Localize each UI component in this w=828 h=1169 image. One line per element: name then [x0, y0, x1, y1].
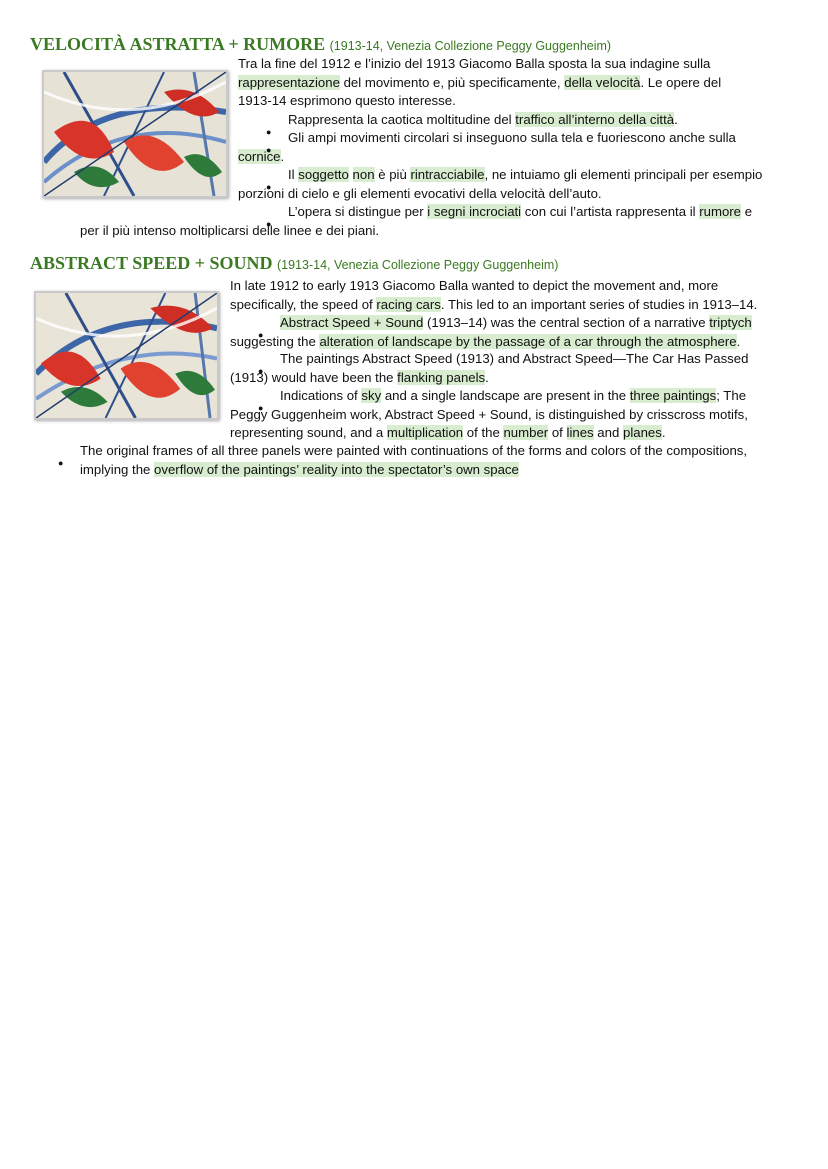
bullet-english-flanking: The paintings Abstract Speed (1913) and Abstract Speed—The Car Has Passed (1913) would have been the flanking panels. — [230, 351, 749, 385]
bullet-english-triptych: Abstract Speed + Sound (1913–14) was the central section of a narrative triptych suggesting the alteration of landscape by the passage of a car through the atmosphere. — [230, 315, 752, 349]
painting-image-1 — [42, 70, 228, 198]
bullet-english-frames: The original frames of all three panels were painted with continuations of the forms and colors of the compositions, implying the overflow of the paintings’ reality into the spectator’s own space — [80, 443, 748, 477]
bullet-italian-subject: Il soggetto non è più rintracciabile, ne intuiamo gli elementi principali per esempio porzioni di cielo e gli elementi evocativi della velocità dell’auto. — [238, 167, 763, 201]
paragraph-english-intro: In late 1912 to early 1913 Giacomo Balla wanted to depict the movement and, more specifically, the speed of racing cars. This led to an important series of studies in 1913–14. — [230, 278, 758, 312]
paragraph-italian-intro: Tra la fine del 1912 e l’inizio del 1913 Giacomo Balla sposta la sua indagine sulla rappresentazione del movimento e, più specificamente, della velocità. Le opere del 1913-14 esprimono questo interesse. — [238, 56, 722, 108]
bullet-italian-noise: L’opera si distingue per i segni incrociati con cui l’artista rappresenta il rumore e — [288, 204, 753, 219]
bullet-italian-noise-continued: per il più intenso moltiplicarsi delle linee e dei piani. — [80, 223, 380, 238]
section-title-italian: VELOCITÀ ASTRATTA + RUMORE (1913-14, Venezia Collezione Peggy Guggenheim) — [30, 34, 612, 54]
section-title-english: ABSTRACT SPEED + SOUND (1913-14, Venezia Collezione Peggy Guggenheim) — [30, 253, 559, 273]
bullet-italian-circular: Gli ampi movimenti circolari si inseguono sulla tela e fuoriescono anche sulla cornice. — [238, 130, 736, 164]
bullet-english-sky: Indications of sky and a single landscape are present in the three paintings; The Peggy Guggenheim work, Abstract Speed + Sound, is distinguished by crisscross motifs, representing sound, and a multiplication of the number of lines and planes. — [230, 388, 748, 440]
bullet-italian-traffic: Rappresenta la caotica moltitudine del traffico all’interno della città. — [288, 112, 678, 127]
painting-image-2 — [34, 291, 219, 420]
